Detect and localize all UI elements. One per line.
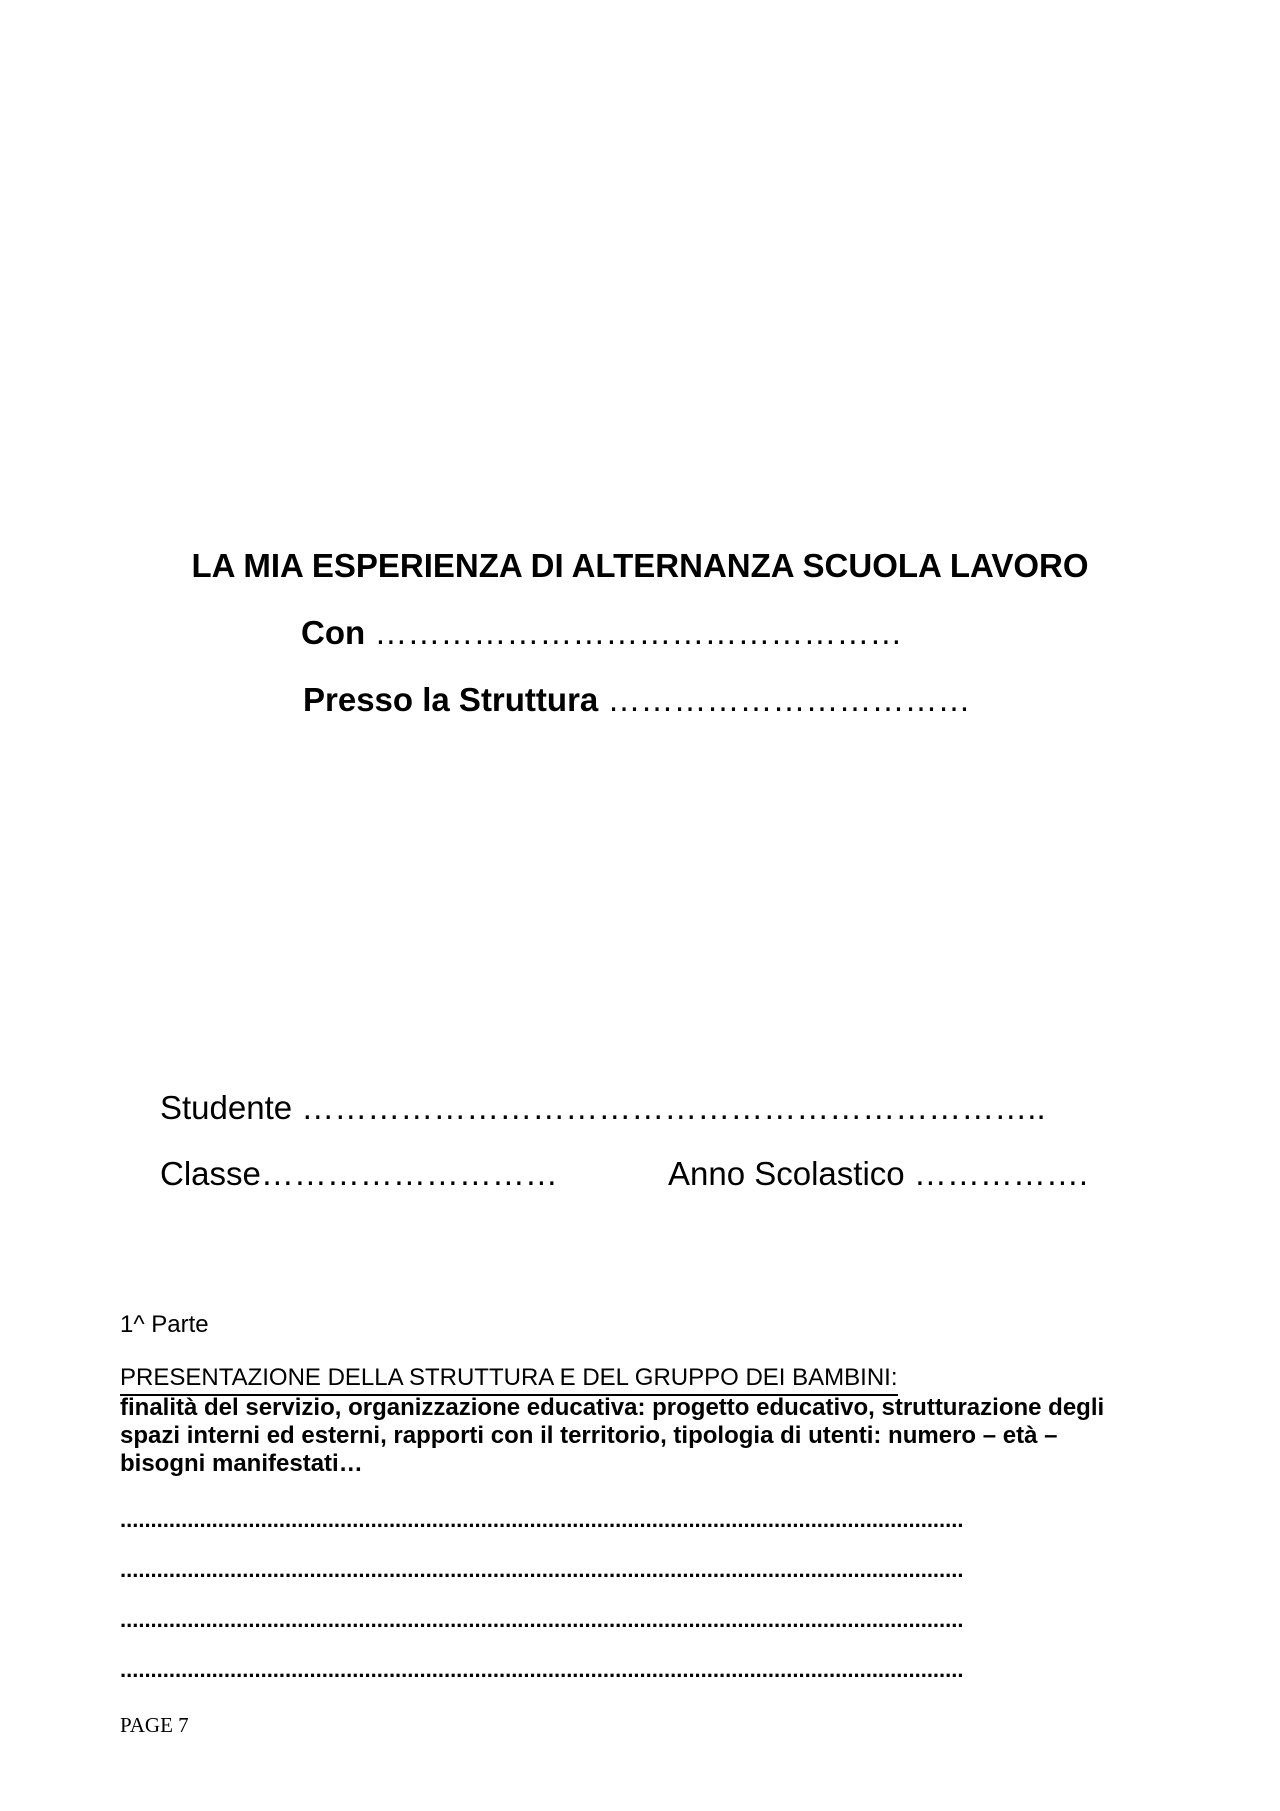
con-dots: ………………………………………… xyxy=(374,614,903,651)
presso-field xyxy=(303,680,970,720)
answer-line: .......................................................................................................................................... xyxy=(120,1558,964,1582)
classe-dots: ……………………… xyxy=(260,1155,558,1192)
con-field xyxy=(301,613,902,653)
answer-line: .......................................................................................................................................... xyxy=(120,1508,964,1532)
studente-label: Studente xyxy=(160,1089,293,1126)
section-description: finalità del servizio, organizzazione educativa: progetto educativo, strutturazione degli spazi interni ed esterni, rapporti con il territorio, tipologia di utenti: numero – età – bisogni manifestati… xyxy=(120,1394,1105,1477)
studente-field xyxy=(160,1088,1046,1128)
answer-line: .......................................................................................................................................... xyxy=(120,1658,964,1682)
answer-line: .......................................................................................................................................... xyxy=(120,1608,964,1632)
classe-label: Classe xyxy=(160,1155,261,1192)
anno-dots: ……………. xyxy=(913,1155,1088,1192)
classe-field xyxy=(160,1154,558,1194)
con-label: Con xyxy=(301,614,366,651)
section-heading: PRESENTAZIONE DELLA STRUTTURA E DEL GRUPPO DEI BAMBINI: xyxy=(120,1363,898,1396)
page-title: LA MIA ESPERIENZA DI ALTERNANZA SCUOLA LAVORO xyxy=(191,547,1089,584)
studente-dots: ………………………………………………………….. xyxy=(301,1089,1046,1126)
page-number: PAGE 7 xyxy=(120,1713,189,1737)
anno-scolastico-field xyxy=(668,1154,1088,1194)
anno-label: Anno Scolastico xyxy=(668,1155,905,1192)
presso-label: Presso la Struttura xyxy=(303,681,599,718)
presso-dots: …………………………… xyxy=(607,681,971,718)
section-part-label: 1^ Parte xyxy=(120,1311,209,1338)
